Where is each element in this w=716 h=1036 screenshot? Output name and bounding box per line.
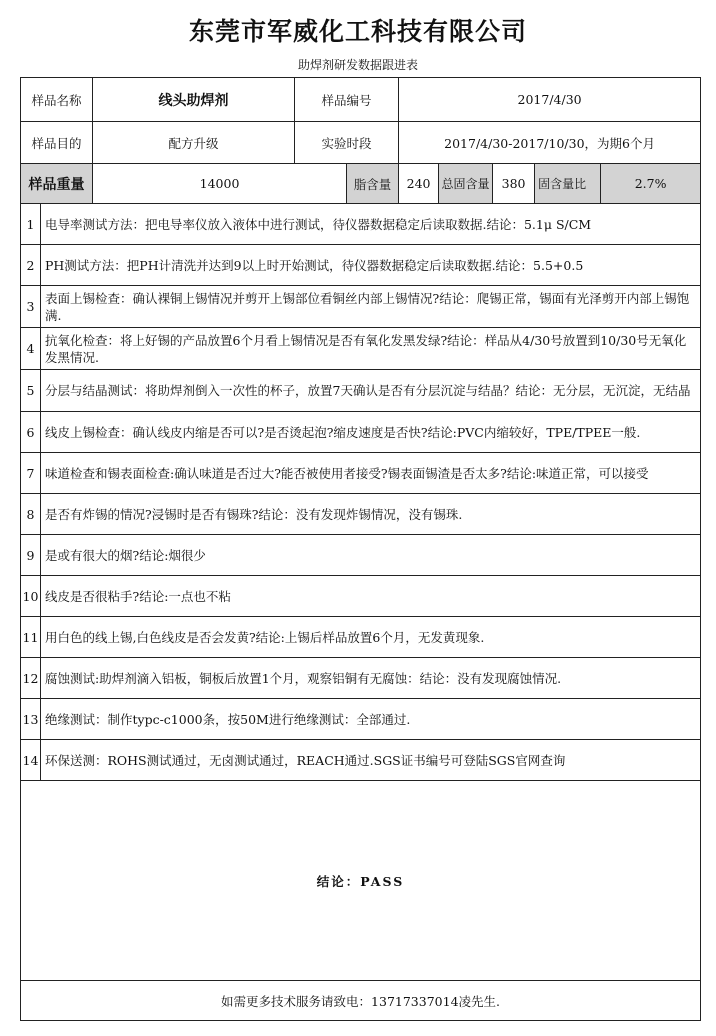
test-description: 电导率测试方法：把电导率仪放入液体中进行测试，待仪器数据稳定后读取数据.结论：5.1μ S/CM	[41, 204, 701, 245]
fat-content-label: 脂含量	[347, 164, 399, 204]
test-number: 3	[21, 286, 41, 328]
test-description: PH测试方法：把PH计清洗并达到9以上时开始测试，待仪器数据稳定后读取数据.结论：5.5+0.5	[41, 245, 701, 286]
solid-ratio-label: 固含量比	[535, 164, 601, 204]
test-row	[21, 204, 701, 245]
test-row	[21, 617, 701, 658]
test-list	[21, 204, 701, 781]
test-description: 环保送测：ROHS测试通过，无卤测试通过，REACH通过.SGS证书编号可登陆SGS官网查询	[41, 740, 701, 781]
solid-ratio-value: 2.7%	[601, 164, 701, 204]
test-number: 12	[21, 658, 41, 699]
test-description: 味道检查和锡表面检查:确认味道是否过大?能否被使用者接受?锡表面锡渣是否太多?结论:味道正常，可以接受	[41, 453, 701, 494]
test-number: 9	[21, 535, 41, 576]
test-description: 抗氧化检查：将上好锡的产品放置6个月看上锡情况是否有氧化发黑发绿?结论：样品从4/30号放置到10/30号无氧化发黑情况.	[41, 328, 701, 370]
sample-code-label: 样品编号	[295, 78, 399, 122]
info-row-name	[21, 78, 701, 122]
info-row-weight	[21, 164, 701, 204]
sample-purpose-value: 配方升级	[93, 122, 295, 164]
test-description: 线皮上锡检查：确认线皮内缩是否可以?是否烫起泡?缩皮速度是否快?结论:PVC内缩较好，TPE/TPEE一般.	[41, 412, 701, 453]
test-description: 是或有很大的烟?结论:烟很少	[41, 535, 701, 576]
test-number: 1	[21, 204, 41, 245]
test-number: 14	[21, 740, 41, 781]
test-description: 是否有炸锡的情况?浸锡时是否有锡珠?结论：没有发现炸锡情况，没有锡珠.	[41, 494, 701, 535]
test-description: 绝缘测试：制作typc-c1000条，按50M进行绝缘测试：全部通过.	[41, 699, 701, 740]
test-row	[21, 453, 701, 494]
test-period-value: 2017/4/30-2017/10/30，为期6个月	[399, 122, 701, 164]
test-number: 8	[21, 494, 41, 535]
test-number: 6	[21, 412, 41, 453]
test-row	[21, 535, 701, 576]
test-number: 4	[21, 328, 41, 370]
sample-name-value: 线头助焊剂	[93, 78, 295, 122]
test-description: 线皮是否很粘手?结论:一点也不粘	[41, 576, 701, 617]
test-row	[21, 576, 701, 617]
total-solid-value: 380	[493, 164, 535, 204]
sample-purpose-label: 样品目的	[21, 122, 93, 164]
test-row	[21, 370, 701, 412]
test-number: 2	[21, 245, 41, 286]
test-row	[21, 286, 701, 328]
test-description: 用白色的线上锡,白色线皮是否会发黄?结论:上锡后样品放置6个月，无发黄现象.	[41, 617, 701, 658]
test-period-label: 实验时段	[295, 122, 399, 164]
test-number: 13	[21, 699, 41, 740]
verdict-text: 结论：PASS	[21, 781, 701, 981]
company-name: 东莞市军威化工科技有限公司	[188, 17, 527, 46]
test-row	[21, 699, 701, 740]
test-row	[21, 412, 701, 453]
test-row	[21, 245, 701, 286]
test-number: 10	[21, 576, 41, 617]
test-description: 表面上锡检查：确认裸铜上锡情况并剪开上锡部位看铜丝内部上锡情况?结论：爬锡正常，锡面有光泽剪开内部上锡饱满.	[41, 286, 701, 328]
fat-content-value: 240	[399, 164, 439, 204]
verdict-row	[21, 781, 701, 981]
test-row	[21, 494, 701, 535]
test-number: 11	[21, 617, 41, 658]
test-row	[21, 328, 701, 370]
test-row	[21, 740, 701, 781]
total-solid-label: 总固含量	[439, 164, 493, 204]
data-sheet	[20, 77, 701, 1021]
contact-footer: 如需更多技术服务请致电：13717337014凌先生.	[21, 981, 701, 1021]
test-description: 分层与结晶测试：将助焊剂倒入一次性的杯子，放置7天确认是否有分层沉淀与结晶？结论：无分层，无沉淀，无结晶	[41, 370, 701, 412]
test-number: 7	[21, 453, 41, 494]
sample-name-label: 样品名称	[21, 78, 93, 122]
footer-row	[21, 981, 701, 1021]
sample-weight-label: 样品重量	[21, 164, 93, 204]
sheet-subtitle: 助焊剂研发数据跟进表	[297, 58, 418, 72]
test-description: 腐蚀测试:助焊剂滴入铝板，铜板后放置1个月，观察铝铜有无腐蚀：结论：没有发现腐蚀情况.	[41, 658, 701, 699]
sample-code-value: 2017/4/30	[399, 78, 701, 122]
sample-weight-value: 14000	[93, 164, 347, 204]
test-number: 5	[21, 370, 41, 412]
test-row	[21, 658, 701, 699]
info-row-purpose	[21, 122, 701, 164]
